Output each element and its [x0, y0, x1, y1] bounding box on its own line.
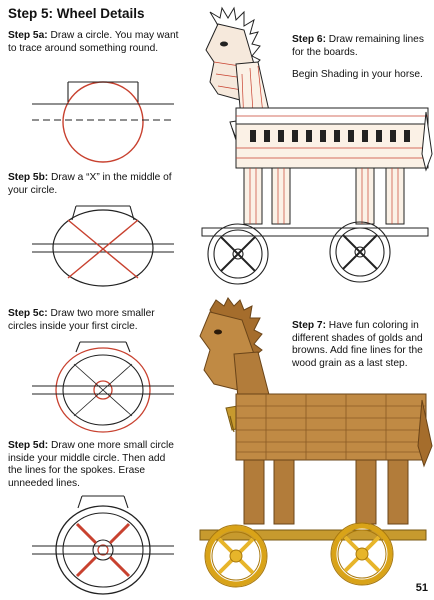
step-5a-label: Step 5a:: [8, 30, 48, 41]
step-5c-text: [8, 308, 180, 333]
step-5a-wheel-drawing: [28, 74, 178, 164]
step-5b-body: Draw a “X” in the middle of your circle.: [8, 172, 172, 196]
step-6-body: Draw remaining lines for the boards.: [292, 34, 424, 58]
step-6-label: Step 6:: [292, 34, 326, 45]
step-5a-body: Draw a circle. You may want to trace around something round.: [8, 30, 179, 54]
step-6-horse-sketch: [196, 4, 434, 294]
step-5d-label: Step 5d:: [8, 440, 49, 451]
step-5d-wheel-drawing: [28, 494, 178, 598]
step-7-colored-horse: [196, 296, 434, 596]
step-5d-body: Draw one more small circle inside your middle circle. Then add the lines for the spokes. Erase unneeded lines.: [8, 440, 174, 489]
step-7-label: Step 7:: [292, 320, 326, 331]
step-5d-text: [8, 440, 180, 490]
step-5b-wheel-drawing: [28, 200, 178, 292]
step-6-shading-note: Begin Shading in your horse.: [292, 69, 423, 80]
step-5b-text: [8, 172, 180, 197]
page-title: Step 5: Wheel Details: [8, 6, 145, 21]
step-7-body: Have fun coloring in different shades of golds and browns. Add fine lines for the wood grain as a last step.: [292, 320, 423, 369]
step-5b-label: Step 5b:: [8, 172, 49, 183]
step-5c-label: Step 5c:: [8, 308, 48, 319]
page-number: 51: [415, 582, 428, 594]
step-5c-wheel-drawing: [28, 338, 178, 438]
step-5a-text: [8, 30, 180, 55]
step-5c-body: Draw two more smaller circles inside your first circle.: [8, 308, 155, 332]
